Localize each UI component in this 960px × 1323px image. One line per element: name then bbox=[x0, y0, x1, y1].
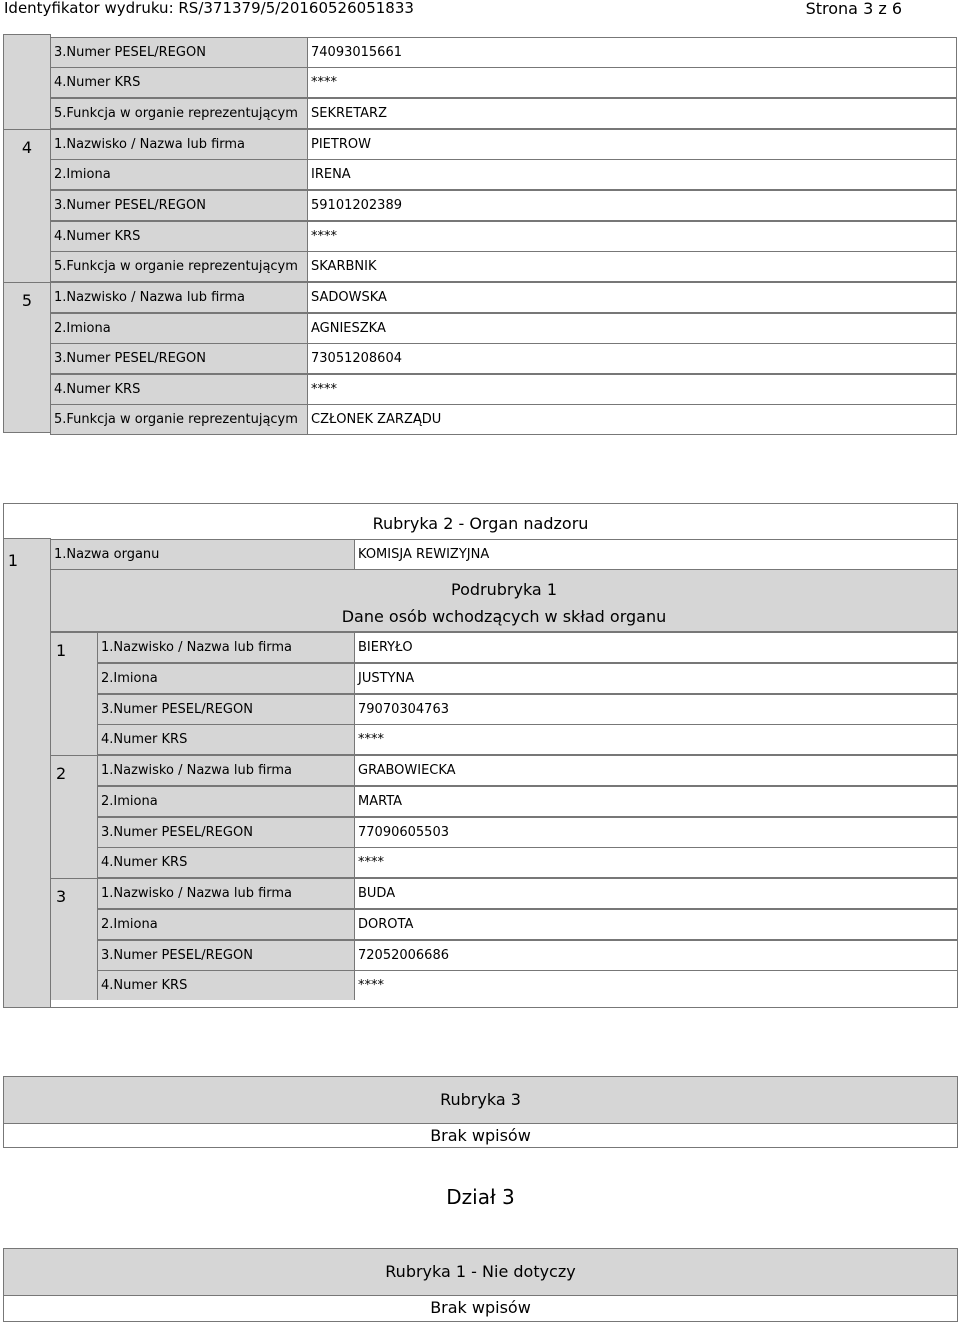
row-value: PIETROW bbox=[307, 129, 957, 160]
organ-name-label: 1.Nazwa organu bbox=[50, 539, 355, 570]
row-value: BIERYŁO bbox=[354, 632, 958, 663]
print-header bbox=[0, 0, 960, 22]
row-value: GRABOWIECKA bbox=[354, 755, 958, 786]
row-value: 73051208604 bbox=[307, 343, 957, 374]
person-number: 2 bbox=[50, 755, 98, 879]
person-number: 1 bbox=[50, 632, 98, 756]
row-value: 77090605503 bbox=[354, 817, 958, 848]
row-value: SEKRETARZ bbox=[307, 98, 957, 129]
row-value: **** bbox=[354, 724, 958, 755]
row-label: 3.Numer PESEL/REGON bbox=[50, 190, 308, 221]
row-label: 3.Numer PESEL/REGON bbox=[50, 37, 308, 68]
row-label: 3.Numer PESEL/REGON bbox=[97, 940, 355, 971]
row-label: 3.Numer PESEL/REGON bbox=[97, 817, 355, 848]
rubryka-3-empty-text: Brak wpisów bbox=[430, 1126, 531, 1145]
row-value: AGNIESZKA bbox=[307, 313, 957, 344]
row-label: 4.Numer KRS bbox=[97, 847, 355, 878]
row-label: 4.Numer KRS bbox=[50, 374, 308, 405]
row-value: 59101202389 bbox=[307, 190, 957, 221]
row-label: 1.Nazwisko / Nazwa lub firma bbox=[50, 129, 308, 160]
entry-number-cell-prev bbox=[3, 34, 51, 133]
rubryka-1-title: Rubryka 1 - Nie dotyczy bbox=[385, 1262, 576, 1281]
row-value: MARTA bbox=[354, 786, 958, 817]
podrubryka-subtitle: Dane osób wchodzących w skład organu bbox=[341, 607, 667, 626]
row-value: **** bbox=[307, 67, 957, 98]
row-value: BUDA bbox=[354, 878, 958, 909]
row-label: 4.Numer KRS bbox=[50, 221, 308, 252]
page-number: Strona 3 z 6 bbox=[805, 0, 902, 18]
section-bottom-border bbox=[50, 1000, 958, 1008]
row-label: 4.Numer KRS bbox=[50, 67, 308, 98]
row-label: 2.Imiona bbox=[97, 786, 355, 817]
rubryka-3-title: Rubryka 3 bbox=[440, 1090, 521, 1109]
entry-number: 5 bbox=[3, 282, 51, 433]
row-label: 1.Nazwisko / Nazwa lub firma bbox=[50, 282, 308, 313]
row-label: 2.Imiona bbox=[97, 663, 355, 694]
rubryka-2-title: Rubryka 2 - Organ nadzoru bbox=[372, 514, 589, 533]
row-value: **** bbox=[307, 221, 957, 252]
entry-number: 4 bbox=[3, 129, 51, 284]
row-label: 3.Numer PESEL/REGON bbox=[97, 694, 355, 725]
row-label: 2.Imiona bbox=[50, 159, 308, 190]
entry-number-cell bbox=[3, 538, 51, 1008]
row-value: **** bbox=[307, 374, 957, 405]
row-label: 1.Nazwisko / Nazwa lub firma bbox=[97, 878, 355, 909]
podrubryka-title: Podrubryka 1 bbox=[451, 580, 557, 599]
row-value: **** bbox=[354, 847, 958, 878]
row-label: 5.Funkcja w organie reprezentującym bbox=[50, 251, 308, 282]
row-label: 2.Imiona bbox=[50, 313, 308, 344]
row-value: SADOWSKA bbox=[307, 282, 957, 313]
row-value: 79070304763 bbox=[354, 694, 958, 725]
row-value: **** bbox=[354, 970, 958, 1001]
dzial-3-title: Dział 3 bbox=[446, 1185, 515, 1209]
row-label: 4.Numer KRS bbox=[97, 724, 355, 755]
row-label: 1.Nazwisko / Nazwa lub firma bbox=[97, 755, 355, 786]
row-label: 5.Funkcja w organie reprezentującym bbox=[50, 98, 308, 129]
row-label: 1.Nazwisko / Nazwa lub firma bbox=[97, 632, 355, 663]
row-label: 3.Numer PESEL/REGON bbox=[50, 343, 308, 374]
row-value: 72052006686 bbox=[354, 940, 958, 971]
row-value: 74093015661 bbox=[307, 37, 957, 68]
organ-name-value: KOMISJA REWIZYJNA bbox=[354, 539, 958, 570]
person-number: 3 bbox=[50, 878, 98, 1002]
row-label: 5.Funkcja w organie reprezentującym bbox=[50, 404, 308, 435]
row-label: 2.Imiona bbox=[97, 909, 355, 940]
entry-number: 1 bbox=[7, 551, 19, 570]
row-value: SKARBNIK bbox=[307, 251, 957, 282]
row-value: CZŁONEK ZARZĄDU bbox=[307, 404, 957, 435]
row-value: DOROTA bbox=[354, 909, 958, 940]
print-identifier: Identyfikator wydruku: RS/371379/5/20160526051833 bbox=[4, 0, 414, 17]
row-label: 4.Numer KRS bbox=[97, 970, 355, 1001]
row-value: JUSTYNA bbox=[354, 663, 958, 694]
row-value: IRENA bbox=[307, 159, 957, 190]
rubryka-1-empty-text: Brak wpisów bbox=[430, 1298, 531, 1317]
